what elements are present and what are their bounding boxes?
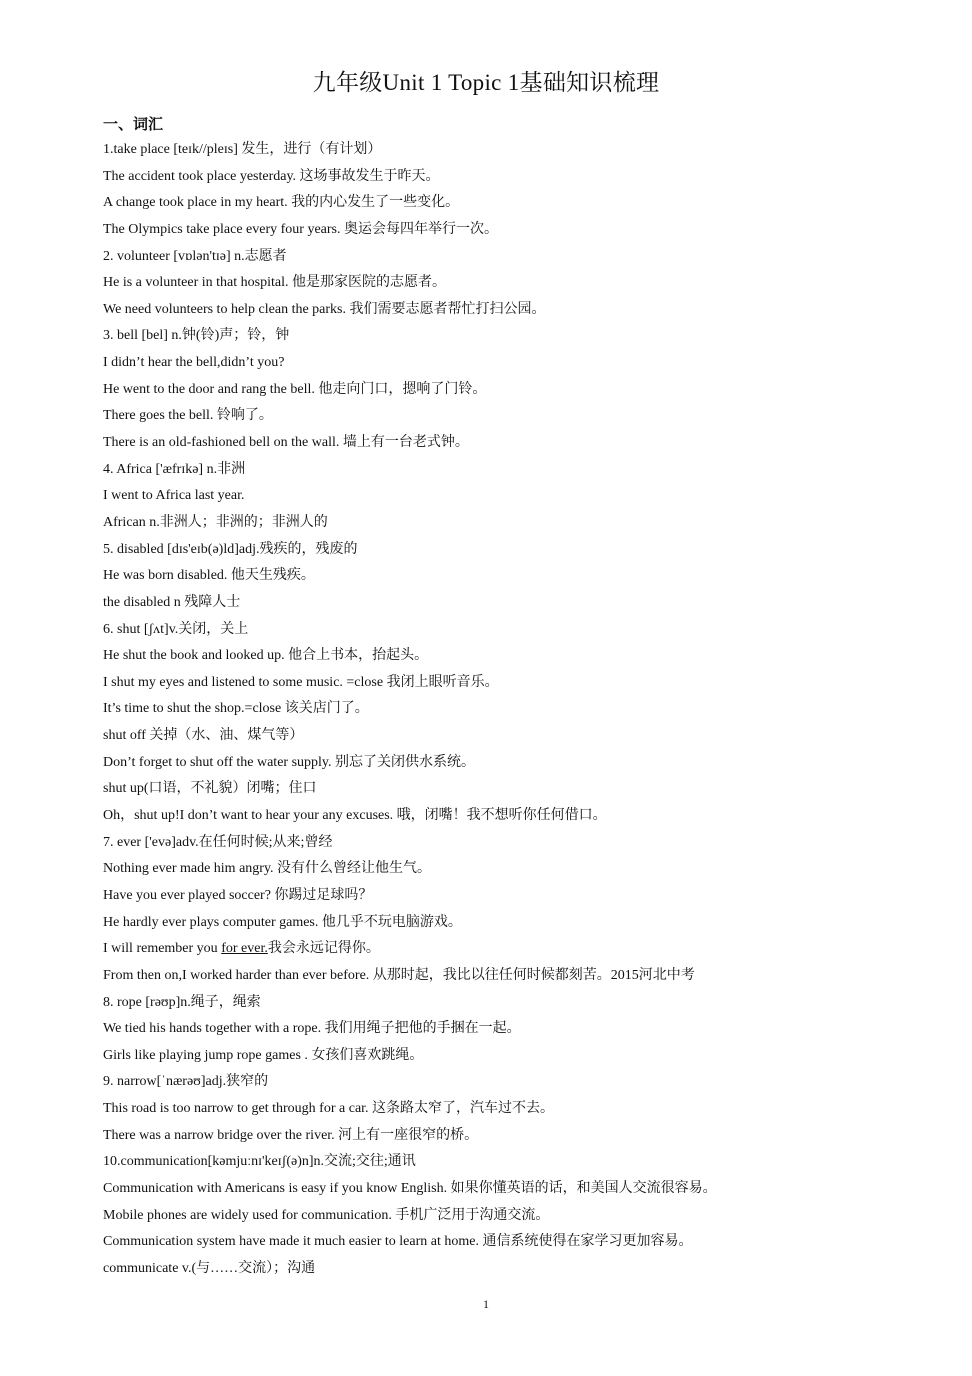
text-line: Communication system have made it much easier to learn at home. 通信系统使得在家学习更加容易。 xyxy=(103,1234,693,1250)
text-line: Mobile phones are widely used for communication. 手机广泛用于沟通交流。 xyxy=(103,1207,550,1223)
text-line: 10.communication[kəmjuːnɪ'keɪʃ(ə)n]n.交流;交往;通讯 xyxy=(103,1154,416,1170)
text-line: He went to the door and rang the bell. 他走向门口，摁响了门铃。 xyxy=(103,381,487,397)
text-line: 9. narrow[ˈnærəʊ]adj.狭窄的 xyxy=(103,1074,269,1090)
text-line: He is a volunteer in that hospital. 他是那家医院的志愿者。 xyxy=(103,275,446,291)
vocabulary-list xyxy=(103,137,923,1283)
text-line: He hardly ever plays computer games. 他几乎不玩电脑游戏。 xyxy=(103,914,462,930)
text-line: He was born disabled. 他天生残疾。 xyxy=(103,568,315,584)
text-line: Nothing ever made him angry. 没有什么曾经让他生气。 xyxy=(103,861,432,877)
text-line: The Olympics take place every four years. 奥运会每四年举行一次。 xyxy=(103,221,499,237)
text-line: 3. bell [bel] n.钟(铃)声；铃，钟 xyxy=(103,328,290,344)
section-heading: 一、词汇 xyxy=(103,117,164,133)
text-line: 5. disabled [dɪs'eɪb(ə)ld]adj.残疾的，残废的 xyxy=(103,541,358,557)
text-line: 4. Africa ['æfrɪkə] n.非洲 xyxy=(103,461,246,477)
text-line: Oh，shut up!I don’t want to hear your any excuses. 哦，闭嘴！我不想听你任何借口。 xyxy=(103,808,607,824)
text-line: We tied his hands together with a rope. 我们用绳子把他的手捆在一起。 xyxy=(103,1021,521,1037)
text-line: African n.非洲人；非洲的；非洲人的 xyxy=(103,514,328,530)
text-line: We need volunteers to help clean the parks. 我们需要志愿者帮忙打扫公园。 xyxy=(103,301,546,317)
text-segment: 我会永远记得你。 xyxy=(267,941,380,957)
text-line: There is an old-fashioned bell on the wall. 墙上有一台老式钟。 xyxy=(103,435,469,451)
text-line: He shut the book and looked up. 他合上书本，抬起头。 xyxy=(103,648,429,664)
text-line: Girls like playing jump rope games . 女孩们喜欢跳绳。 xyxy=(103,1047,424,1063)
text-line: I shut my eyes and listened to some music. =close 我闭上眼听音乐。 xyxy=(103,674,499,690)
text-line: the disabled n 残障人士 xyxy=(103,594,241,610)
text-line: 2. volunteer [vɒlən'tɪə] n.志愿者 xyxy=(103,248,287,264)
text-line: Communication with Americans is easy if you know English. 如果你懂英语的话，和美国人交流很容易。 xyxy=(103,1180,717,1196)
text-line: communicate v.(与……交流）；沟通 xyxy=(103,1260,316,1276)
text-line: I didn’t hear the bell,didn’t you? xyxy=(103,355,285,371)
text-line: There goes the bell. 铃响了。 xyxy=(103,408,273,424)
text-line: It’s time to shut the shop.=close 该关店门了。 xyxy=(103,701,369,717)
text-line: This road is too narrow to get through for a car. 这条路太窄了，汽车过不去。 xyxy=(103,1101,555,1117)
text-line: The accident took place yesterday. 这场事故发生于昨天。 xyxy=(103,168,440,184)
text-line: From then on,I worked harder than ever before. 从那时起，我比以往任何时候都刻苦。2015河北中考 xyxy=(103,967,695,983)
text-line: There was a narrow bridge over the river. 河上有一座很窄的桥。 xyxy=(103,1127,479,1143)
text-line: Don’t forget to shut off the water supply. 别忘了关闭供水系统。 xyxy=(103,754,476,770)
text-line xyxy=(103,936,923,963)
text-line: shut up(口语，不礼貌）闭嘴；住口 xyxy=(103,781,317,797)
text-line: Have you ever played soccer? 你踢过足球吗？ xyxy=(103,887,373,903)
text-line: 1.take place [teɪk//pleɪs] 发生，进行（有计划） xyxy=(103,142,382,157)
page-number: 1 xyxy=(483,1297,489,1311)
text-line: 6. shut [ʃʌt]v.关闭，关上 xyxy=(103,621,249,637)
text-line: A change took place in my heart. 我的内心发生了一些变化。 xyxy=(103,195,460,211)
text-line: I went to Africa last year. xyxy=(103,488,245,504)
text-line: shut off 关掉（水、油、煤气等） xyxy=(103,728,304,744)
text-segment: I will remember you xyxy=(103,941,222,957)
text-line: 7. ever ['evə]adv.在任何时候;从来;曾经 xyxy=(103,834,333,850)
text-line: 8. rope [rəʊp]n.绳子，绳索 xyxy=(103,994,261,1010)
underlined-phrase: for ever. xyxy=(221,941,268,957)
page-title: 九年级Unit 1 Topic 1基础知识梳理 xyxy=(312,70,660,95)
